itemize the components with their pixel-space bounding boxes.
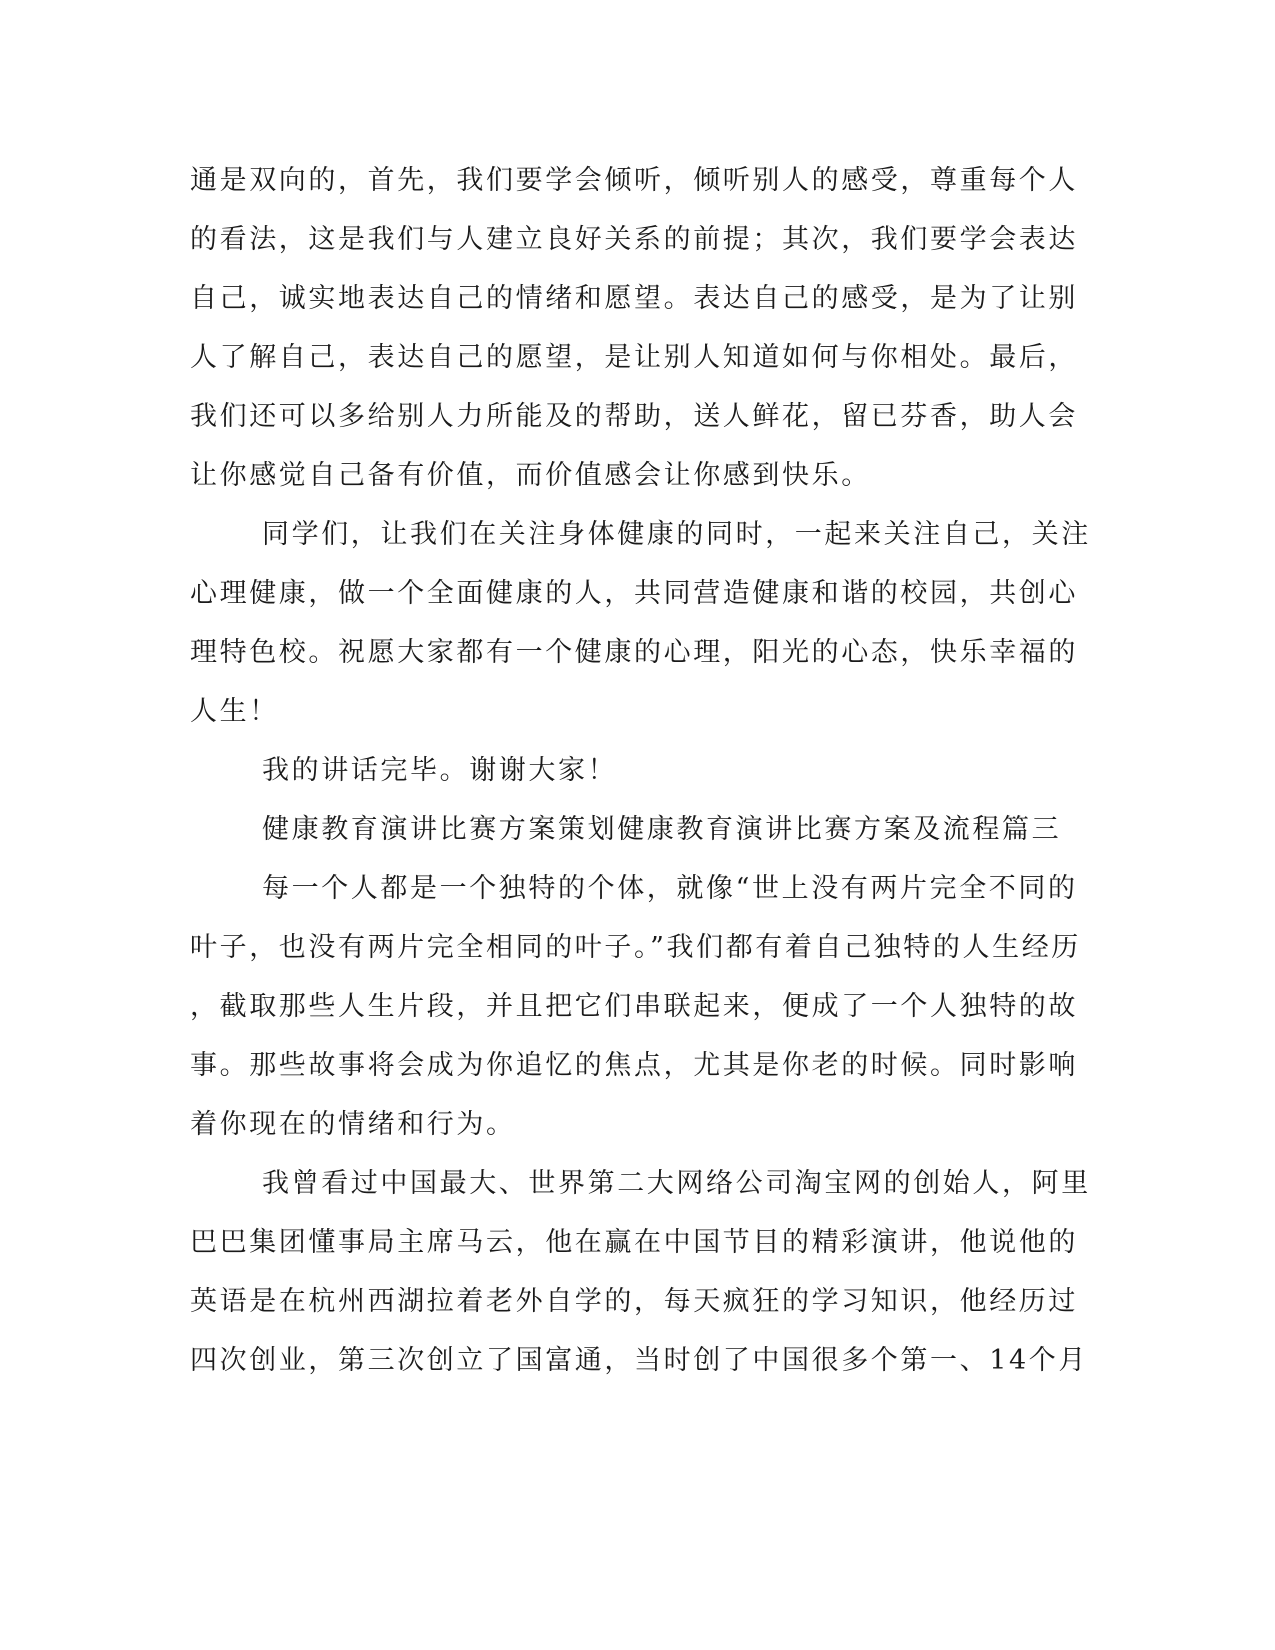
text-line: 事。那些故事将会成为你追忆的焦点，尤其是你老的时候。同时影响 [190, 1050, 1078, 1081]
text-line: 让你感觉自己备有价值，而价值感会让你感到快乐。 [190, 460, 871, 491]
text-line: 英语是在杭州西湖拉着老外自学的，每天疯狂的学习知识，他经历过 [190, 1286, 1078, 1317]
text-line: 自己，诚实地表达自己的情绪和愿望。表达自己的感受，是为了让别 [190, 283, 1078, 314]
text-line: 人生！ [190, 696, 279, 727]
paragraph-first-line: 我曾看过中国最大、世界第二大网络公司淘宝网的创始人，阿里 [262, 1168, 1091, 1199]
text-line: 我们还可以多给别人力所能及的帮助，送人鲜花，留已芬香，助人会 [190, 401, 1078, 432]
text-line: ，截取那些人生片段，并且把它们串联起来，便成了一个人独特的故 [190, 991, 1078, 1022]
text-line: 心理健康，做一个全面健康的人，共同营造健康和谐的校园，共创心 [190, 578, 1078, 609]
text-line: 巴巴集团懂事局主席马云，他在赢在中国节目的精彩演讲，他说他的 [190, 1227, 1078, 1258]
text-line: 的看法，这是我们与人建立良好关系的前提；其次，我们要学会表达 [190, 224, 1078, 255]
paragraph-first-line: 我的讲话完毕。谢谢大家！ [262, 755, 618, 786]
text-line: 通是双向的，首先，我们要学会倾听，倾听别人的感受，尊重每个人 [190, 165, 1078, 196]
text-line: 着你现在的情绪和行为。 [190, 1109, 516, 1140]
text-line: 叶子，也没有两片完全相同的叶子。”我们都有着自己独特的人生经历 [190, 932, 1081, 963]
paragraph-first-line: 每一个人都是一个独特的个体，就像“世上没有两片完全不同的 [262, 873, 1078, 904]
text-line: 理特色校。祝愿大家都有一个健康的心理，阳光的心态，快乐幸福的 [190, 637, 1078, 668]
section-heading: 健康教育演讲比赛方案策划健康教育演讲比赛方案及流程篇三 [262, 814, 1062, 845]
paragraph-first-line: 同学们，让我们在关注身体健康的同时，一起来关注自己，关注 [262, 519, 1091, 550]
text-line: 四次创业，第三次创立了国富通，当时创了中国很多个第一、14个月 [190, 1345, 1088, 1376]
text-line: 人了解自己，表达自己的愿望，是让别人知道如何与你相处。最后， [190, 342, 1078, 373]
